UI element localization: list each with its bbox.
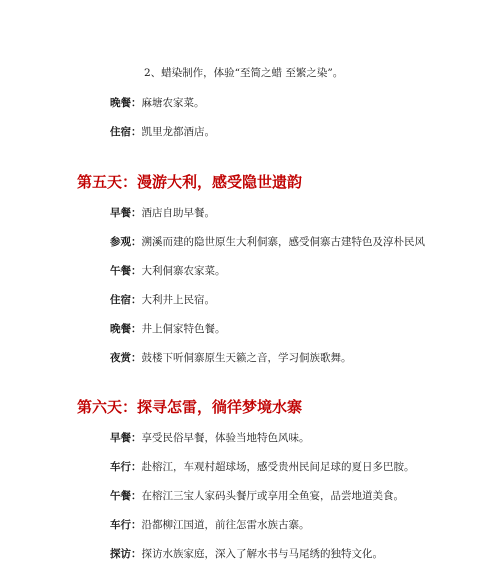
line-label: 晚餐： [110, 323, 142, 335]
day6-title: 第六天：探寻怎雷，徜徉梦境水寨 [77, 398, 303, 416]
line-label: 车行： [110, 461, 142, 473]
line-label: 夜赏： [110, 352, 142, 364]
line-text: 凯里龙都酒店。 [141, 126, 215, 138]
line-label: 早餐： [110, 432, 142, 444]
itinerary-line [110, 518, 310, 532]
line-text: 酒店自助早餐。 [141, 207, 215, 219]
line-text: 井上侗家特色餐。 [141, 323, 226, 335]
itinerary-line [110, 351, 352, 365]
itinerary-line [110, 96, 205, 110]
line-text: 沿都柳江国道，前往怎雷水族古寨。 [141, 519, 310, 531]
itinerary-line [110, 206, 215, 220]
itinerary-line [110, 235, 425, 249]
line-text: 享受民俗早餐，体验当地特色风味。 [141, 432, 310, 444]
line-text: 探访水族家庭，深入了解水书与马尾绣的独特文化。 [141, 548, 383, 560]
line-text: 大利井上民宿。 [141, 294, 215, 306]
itinerary-line [110, 293, 215, 307]
line-label: 午餐： [110, 265, 142, 277]
itinerary-line [110, 431, 310, 445]
intro-line: 2、蜡染制作，体验“至简之蜡 至繁之染”。 [144, 67, 344, 79]
line-text: 溯溪而建的隐世原生大利侗寨，感受侗寨古建特色及淳朴民风 [141, 236, 425, 248]
line-text: 鼓楼下听侗寨原生天籁之音，学习侗族歌舞。 [141, 352, 352, 364]
line-text: 大利侗寨农家菜。 [141, 265, 226, 277]
line-text: 赴榕江，车观村超球场，感受贵州民间足球的夏日多巴胺。 [141, 461, 415, 473]
itinerary-line [110, 264, 226, 278]
line-text: 麻塘农家菜。 [141, 97, 205, 109]
itinerary-line [110, 460, 415, 474]
line-label: 探访： [110, 548, 142, 560]
line-label: 早餐： [110, 207, 142, 219]
line-label: 参观： [110, 236, 142, 248]
line-label: 住宿： [110, 126, 142, 138]
day5-title: 第五天：漫游大利，感受隐世遗韵 [77, 173, 303, 191]
line-label: 车行： [110, 519, 142, 531]
line-label: 晚餐： [110, 97, 142, 109]
line-text: 在榕江三宝人家码头餐厅或享用全鱼宴，品尝地道美食。 [141, 490, 404, 502]
itinerary-line [110, 489, 404, 503]
itinerary-line [110, 547, 383, 561]
line-label: 午餐： [110, 490, 142, 502]
line-label: 住宿： [110, 294, 142, 306]
itinerary-line [110, 125, 215, 139]
itinerary-line [110, 322, 226, 336]
